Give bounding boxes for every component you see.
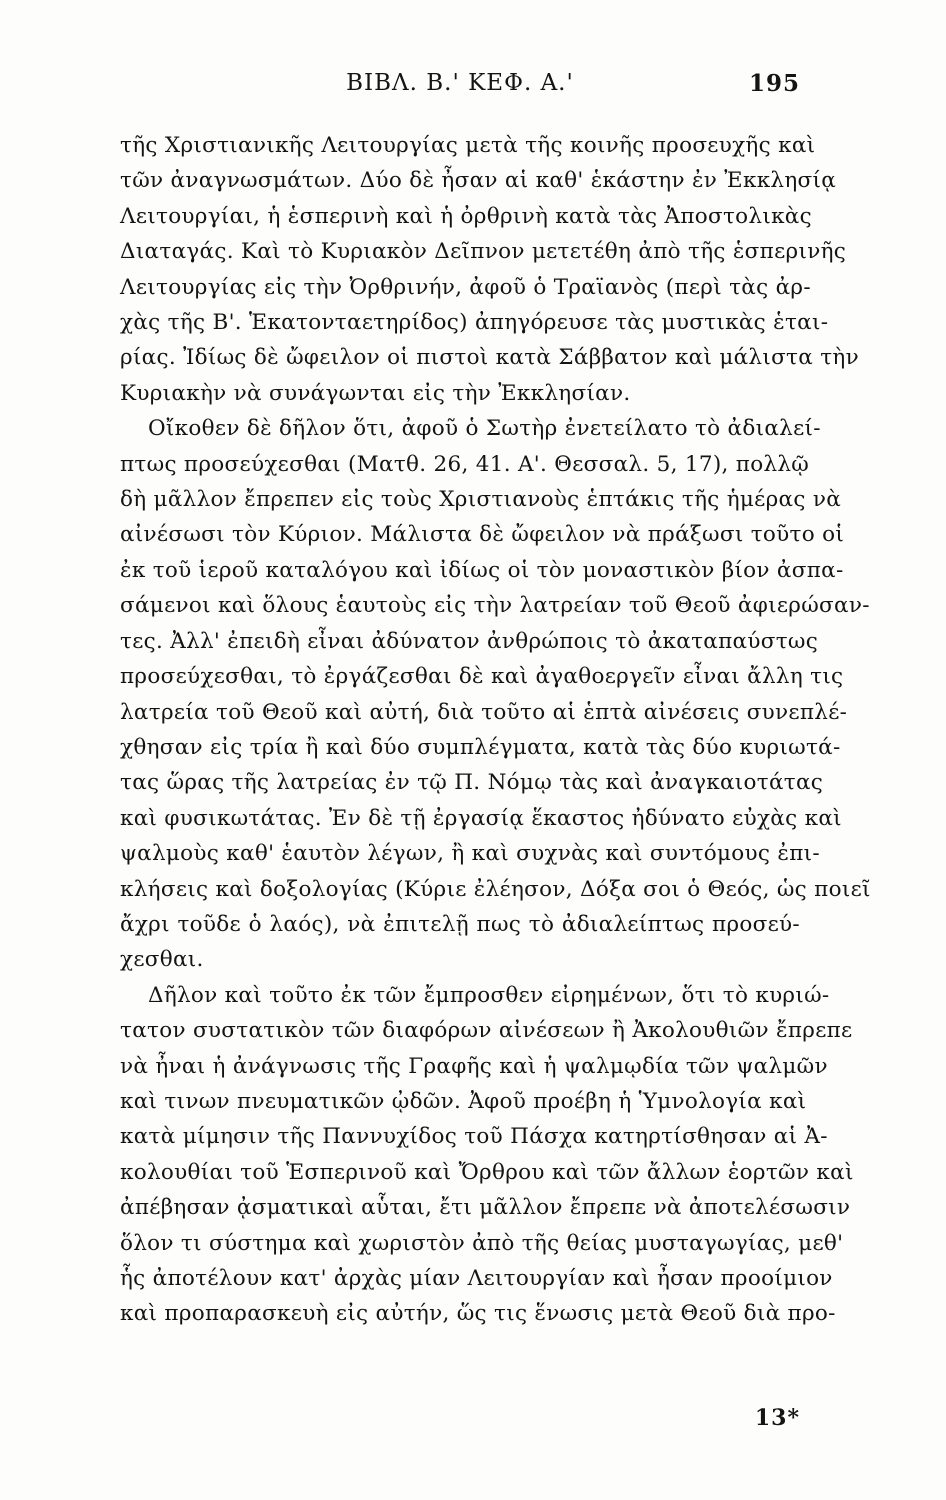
text-line: χεσθαι.: [120, 947, 204, 973]
text-line: ἀπέβησαν ᾀσματικαὶ αὗται, ἔτι μᾶλλον ἔπρεπε νὰ ἀποτελέσωσιν: [120, 1195, 851, 1221]
text-line: ψαλμοὺς καθ' ἑαυτὸν λέγων, ἢ καὶ συχνὰς καὶ συντόμους ἐπι-: [120, 841, 820, 867]
signature-mark: 13*: [754, 1405, 800, 1431]
text-line: δὴ μᾶλλον ἔπρεπεν εἰς τοὺς Χριστιανοὺς ἑπτάκις τῆς ἡμέρας νὰ: [120, 487, 842, 513]
text-line: πτως προσεύχεσθαι (Ματθ. 26, 41. Α'. Θεσσαλ. 5, 17), πολλῷ: [120, 451, 810, 477]
text-line: τατον συστατικὸν τῶν διαφόρων αἰνέσεων ἢ Ἀκολουθιῶν ἔπρεπε: [120, 1018, 853, 1044]
text-line: Λειτουργίαι, ἡ ἑσπερινὴ καὶ ἡ ὀρθρινὴ κατὰ τὰς Ἀποστολικὰς: [120, 203, 812, 229]
text-line: προσεύχεσθαι, τὸ ἐργάζεσθαι δὲ καὶ ἀγαθοεργεῖν εἶναι ἄλλη τις: [120, 664, 844, 690]
text-line: τας ὥρας τῆς λατρείας ἐν τῷ Π. Νόμῳ τὰς καὶ ἀναγκαιοτάτας: [120, 770, 824, 796]
paragraph-1: [120, 128, 859, 411]
text-line: τῆς Χριστιανικῆς Λειτουργίας μετὰ τῆς κοινῆς προσευχῆς καὶ: [120, 133, 816, 158]
text-line: ἐκ τοῦ ἱεροῦ καταλόγου καὶ ἰδίως οἱ τὸν μοναστικὸν βίον ἀσπα-: [120, 557, 844, 583]
text-line: αἰνέσωσι τὸν Κύριον. Μάλιστα δὲ ὤφειλον νὰ πράξωσι τοῦτο οἱ: [120, 522, 845, 548]
text-line: Οἴκοθεν δὲ δῆλον ὅτι, ἀφοῦ ὁ Σωτὴρ ἐνετείλατο τὸ ἀδιαλεί-: [148, 416, 821, 442]
running-head: [120, 70, 800, 104]
text-line: κατὰ μίμησιν τῆς Παννυχίδος τοῦ Πάσχα κατηρτίσθησαν αἱ Ἀ-: [120, 1124, 828, 1150]
body-text: [120, 128, 871, 1332]
text-line: ὅλον τι σύστημα καὶ χωριστὸν ἀπὸ τῆς θείας μυσταγωγίας, μεθ': [120, 1230, 844, 1256]
text-line: καὶ φυσικωτάτας. Ἐν δὲ τῇ ἐργασίᾳ ἕκαστος ἠδύνατο εὐχὰς καὶ: [120, 805, 842, 831]
text-line: Διαταγάς. Καὶ τὸ Κυριακὸν Δεῖπνον μετετέθη ἀπὸ τῆς ἑσπερινῆς: [120, 239, 847, 265]
text-line: ἧς ἀποτέλουν κατ' ἀρχὰς μίαν Λειτουργίαν καὶ ἦσαν προοίμιον: [120, 1266, 833, 1291]
text-line: λατρεία τοῦ Θεοῦ καὶ αὐτή, διὰ τοῦτο αἱ ἑπτὰ αἰνέσεις συνεπλέ-: [120, 699, 848, 725]
text-line: ἄχρι τοῦδε ὁ λαός), νὰ ἐπιτελῇ πως τὸ ἀδιαλείπτως προσεύ-: [120, 911, 800, 937]
text-line: χθησαν εἰς τρία ἢ καὶ δύο συμπλέγματα, κατὰ τὰς δύο κυριωτά-: [120, 734, 841, 760]
text-line: Λειτουργίας εἰς τὴν Ὀρθρινήν, ἀφοῦ ὁ Τραϊανὸς (περὶ τὰς ἀρ-: [120, 274, 811, 300]
running-title: ΒΙΒΛ. Β.' ΚΕΦ. Α.': [346, 70, 574, 96]
text-line: τες. Ἀλλ' ἐπειδὴ εἶναι ἀδύνατον ἀνθρώποις τὸ ἀκαταπαύστως: [120, 628, 819, 654]
text-line: νὰ ἦναι ἡ ἀνάγνωσις τῆς Γραφῆς καὶ ἡ ψαλμῳδία τῶν ψαλμῶν: [120, 1053, 828, 1079]
text-line: χὰς τῆς Β'. Ἑκατονταετηρίδος) ἀπηγόρευσε τὰς μυστικὰς ἑται-: [120, 310, 829, 336]
paragraph-2: [120, 411, 871, 978]
text-line: τῶν ἀναγνωσμάτων. Δύο δὲ ἦσαν αἱ καθ' ἑκάστην ἐν Ἐκκλησίᾳ: [120, 168, 837, 194]
text-line: κολουθίαι τοῦ Ἑσπερινοῦ καὶ Ὄρθρου καὶ τῶν ἄλλων ἑορτῶν καὶ: [120, 1159, 854, 1185]
page-number: 195: [748, 70, 800, 97]
text-line: ρίας. Ἰδίως δὲ ὤφειλον οἱ πιστοὶ κατὰ Σάββατον καὶ μάλιστα τὴν: [120, 345, 859, 371]
text-line: σάμενοι καὶ ὅλους ἑαυτοὺς εἰς τὴν λατρείαν τοῦ Θεοῦ ἀφιερώσαν-: [120, 593, 870, 619]
text-line: καὶ τινων πνευματικῶν ᾠδῶν. Ἀφοῦ προέβη ἡ Ὑμνολογία καὶ: [120, 1088, 807, 1114]
text-line: Κυριακὴν νὰ συνάγωνται εἰς τὴν Ἐκκλησίαν.: [120, 380, 631, 406]
text-line: κλήσεις καὶ δοξολογίας (Κύριε ἐλέησον, Δόξα σοι ὁ Θεός, ὡς ποιεῖ: [120, 876, 871, 902]
paragraph-3: [120, 978, 854, 1332]
text-line: καὶ προπαρασκευὴ εἰς αὐτήν, ὥς τις ἕνωσις μετὰ Θεοῦ διὰ προ-: [120, 1301, 836, 1327]
text-line: Δῆλον καὶ τοῦτο ἐκ τῶν ἔμπροσθεν εἰρημένων, ὅτι τὸ κυριώ-: [148, 982, 830, 1008]
